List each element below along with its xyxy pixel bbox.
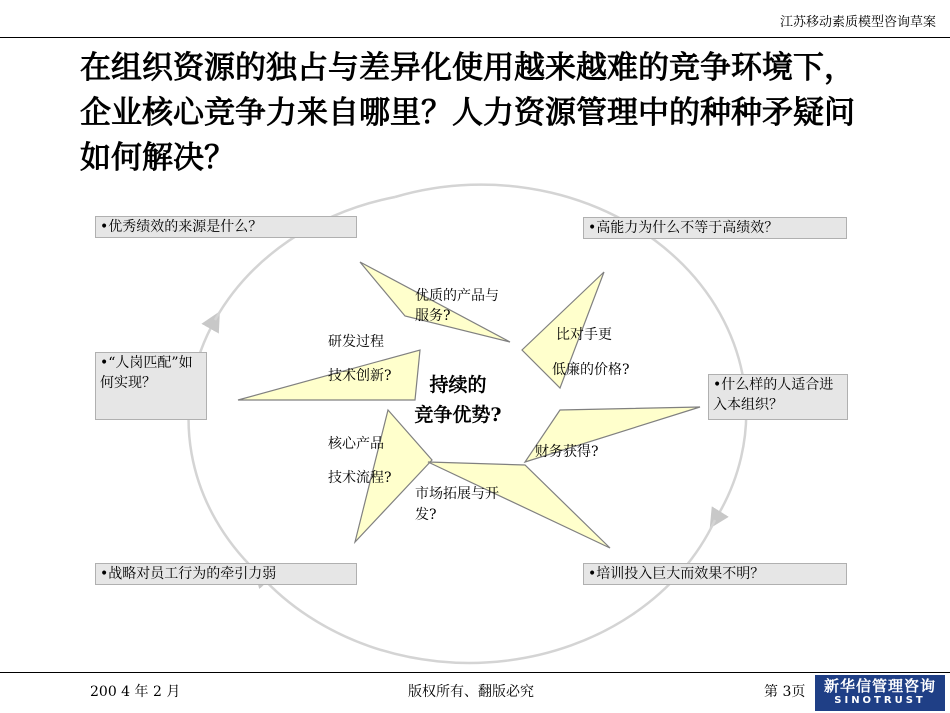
footer-divider — [0, 672, 950, 673]
footer-date: 200 4 年 2 月 — [90, 684, 181, 700]
label-price-2: 低廉的价格? — [552, 362, 630, 378]
label-core-2: 技术流程? — [328, 470, 392, 486]
sinotrust-logo — [815, 675, 945, 711]
label-finance: 财务获得? — [535, 444, 599, 460]
label-rnd-2: 技术创新? — [328, 368, 392, 384]
label-market-2: 发? — [415, 507, 437, 523]
footer-page-number: 第 3页 — [764, 684, 806, 700]
question-box-bottom-right: •培训投入巨大而效果不明？ — [583, 563, 847, 585]
center-label-line1: 持续的 — [429, 374, 487, 396]
logo-chinese-text: 新华信管理咨询 — [823, 677, 936, 695]
slide-title: 在组织资源的独占与差异化使用越来越难的竞争环境下，企业核心竞争力来自哪里？人力资源管理中的种种矛疑问如何解决？ — [80, 50, 855, 176]
document-header-title: 江苏移动素质模型咨询草案 — [779, 15, 936, 30]
question-box-mid-left: •“人岗匹配”如何实现？ — [95, 352, 207, 420]
label-product-2: 服务? — [415, 308, 451, 324]
question-box-bottom-left: •战略对员工行为的牵引力弱 — [95, 563, 357, 585]
label-rnd-1: 研发过程 — [328, 334, 384, 350]
label-market-1: 市场拓展与开 — [415, 486, 499, 502]
center-label — [388, 370, 528, 430]
question-box-top-left: •优秀绩效的来源是什么？ — [95, 216, 357, 238]
star-ray-market — [428, 462, 610, 548]
logo-english-text: SINOTRUST — [834, 695, 926, 706]
footer-copyright: 版权所有、翻版必究 — [408, 684, 534, 700]
label-core-1: 核心产品 — [328, 436, 384, 452]
label-product-1: 优质的产品与 — [415, 288, 499, 304]
question-box-top-right: •高能力为什么不等于高绩效？ — [583, 217, 847, 239]
label-price-1: 比对手更 — [556, 327, 612, 343]
question-box-mid-right: •什么样的人适合进入本组织？ — [708, 374, 848, 420]
center-label-line2: 竞争优势? — [414, 404, 502, 426]
